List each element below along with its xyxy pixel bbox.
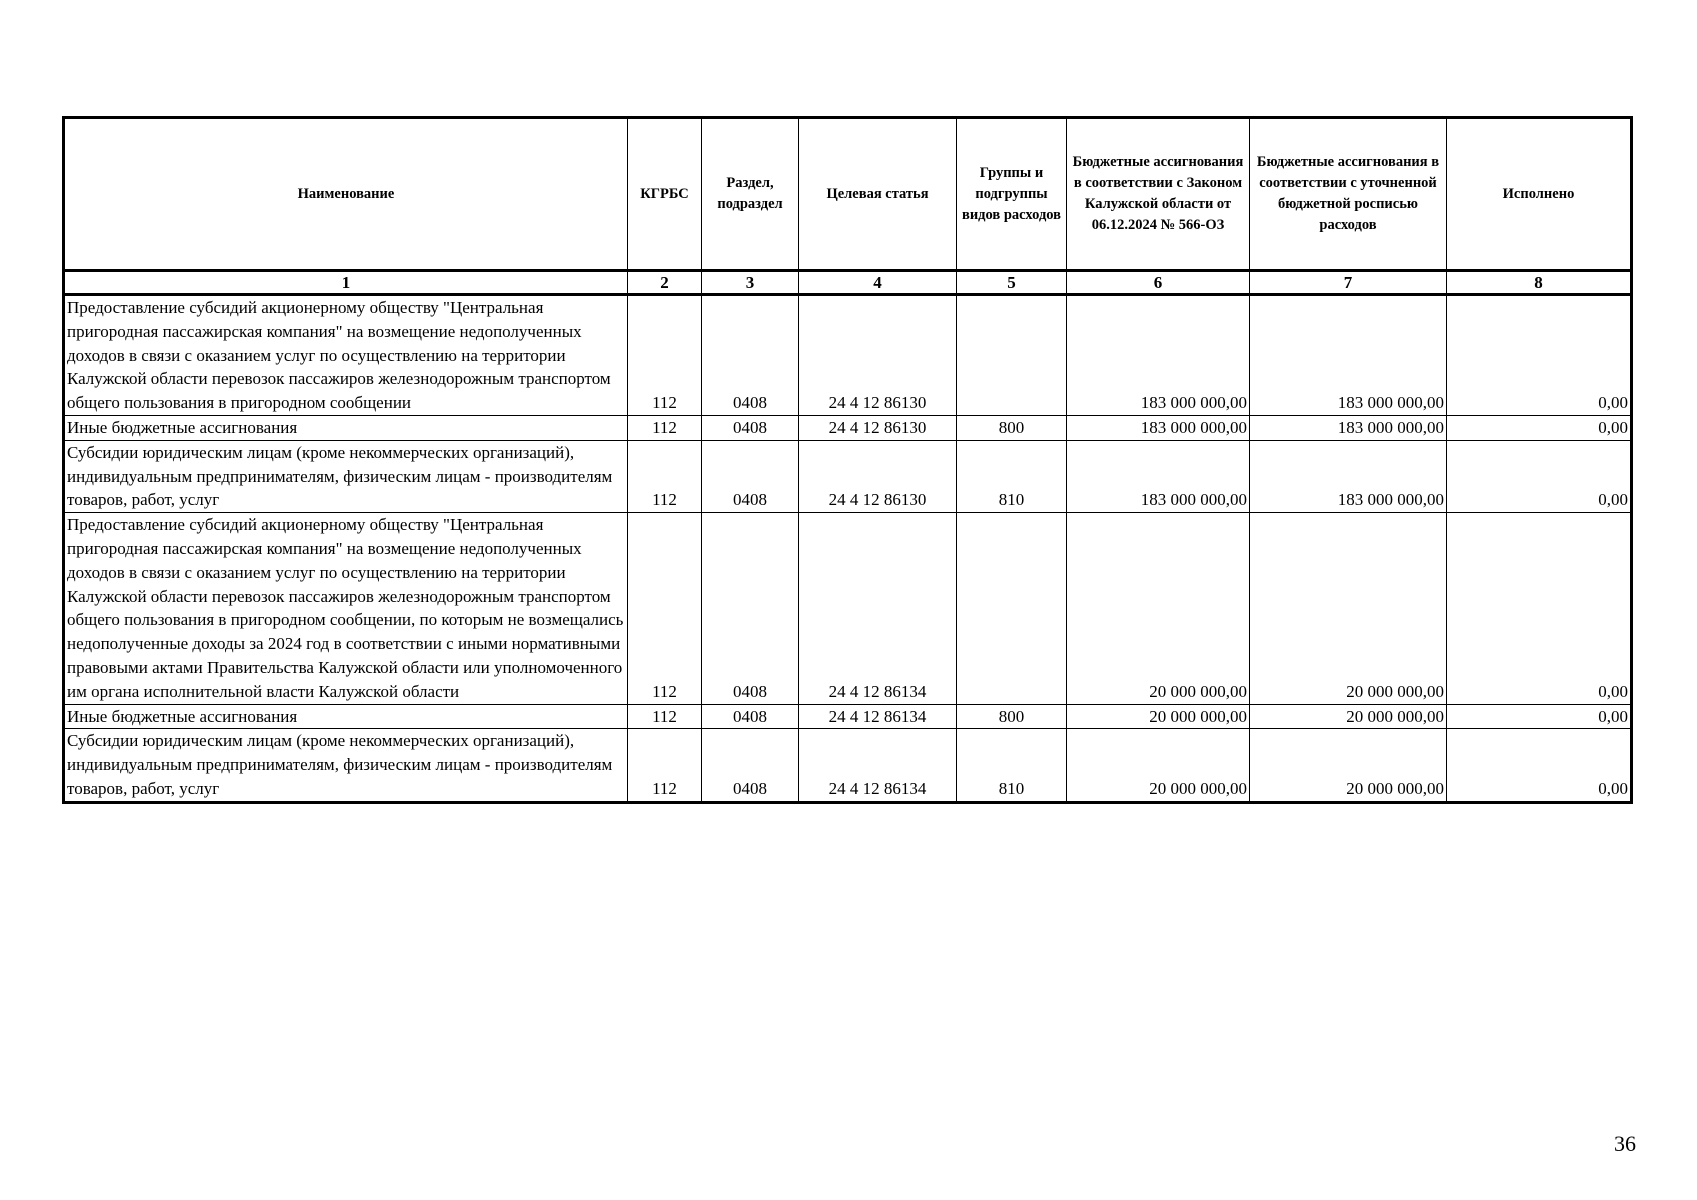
- row-target: 24 4 12 86130: [799, 415, 957, 440]
- table-row: [64, 704, 1632, 729]
- row-section: 0408: [702, 415, 799, 440]
- row-group: 800: [957, 704, 1067, 729]
- row-kgrbs: 112: [628, 440, 702, 512]
- row-executed-amount: 0,00: [1447, 729, 1632, 802]
- row-target: 24 4 12 86134: [799, 704, 957, 729]
- budget-table: [62, 116, 1633, 804]
- row-law-amount: 183 000 000,00: [1067, 415, 1250, 440]
- row-executed-amount: 0,00: [1447, 440, 1632, 512]
- table-row: [64, 513, 1632, 704]
- row-group: 800: [957, 415, 1067, 440]
- row-name: Предоставление субсидий акционерному обществу "Центральная пригородная пассажирская компания" на возмещение недополученных доходов в связи с оказанием услуг по осуществлению на территории Калужской области перевозок пассажиров железнодорожным транспортом общего пользования в пригородном сообщении: [64, 295, 628, 416]
- row-executed-amount: 0,00: [1447, 513, 1632, 704]
- row-executed-amount: 0,00: [1447, 295, 1632, 416]
- row-law-amount: 183 000 000,00: [1067, 295, 1250, 416]
- header-name: Наименование: [64, 118, 628, 271]
- row-refined-amount: 20 000 000,00: [1250, 729, 1447, 802]
- table-row: [64, 415, 1632, 440]
- row-target: 24 4 12 86134: [799, 729, 957, 802]
- row-law-amount: 20 000 000,00: [1067, 729, 1250, 802]
- header-section: Раздел, подраздел: [702, 118, 799, 271]
- column-number: 2: [628, 271, 702, 295]
- row-group: [957, 295, 1067, 416]
- row-law-amount: 20 000 000,00: [1067, 513, 1250, 704]
- row-kgrbs: 112: [628, 704, 702, 729]
- row-kgrbs: 112: [628, 513, 702, 704]
- row-name: Предоставление субсидий акционерному обществу "Центральная пригородная пассажирская компания" на возмещение недополученных доходов в связи с оказанием услуг по осуществлению на территории Калужской области перевозок пассажиров железнодорожным транспортом общего пользования в пригородном сообщении, по которым не возмещались недополученные доходы за 2024 год в соответствии с иными нормативными правовыми актами Правительства Калужской области или уполномоченного им органа исполнительной власти Калужской области: [64, 513, 628, 704]
- row-target: 24 4 12 86130: [799, 295, 957, 416]
- row-section: 0408: [702, 295, 799, 416]
- row-group: [957, 513, 1067, 704]
- row-group: 810: [957, 729, 1067, 802]
- column-number: 3: [702, 271, 799, 295]
- row-name: Субсидии юридическим лицам (кроме некоммерческих организаций), индивидуальным предпринимателям, физическим лицам - производителям товаров, работ, услуг: [64, 729, 628, 802]
- header-law-allocations: Бюджетные ассигнования в соответствии с Законом Калужской области от 06.12.2024 № 566-ОЗ: [1067, 118, 1250, 271]
- row-refined-amount: 20 000 000,00: [1250, 513, 1447, 704]
- column-number: 1: [64, 271, 628, 295]
- row-target: 24 4 12 86130: [799, 440, 957, 512]
- header-target: Целевая статья: [799, 118, 957, 271]
- row-kgrbs: 112: [628, 295, 702, 416]
- page-number: 36: [1614, 1131, 1636, 1156]
- row-law-amount: 183 000 000,00: [1067, 440, 1250, 512]
- column-number: 8: [1447, 271, 1632, 295]
- row-refined-amount: 183 000 000,00: [1250, 440, 1447, 512]
- header-executed: Исполнено: [1447, 118, 1632, 271]
- column-number: 6: [1067, 271, 1250, 295]
- table-row: [64, 440, 1632, 512]
- table-row: [64, 729, 1632, 802]
- table-row: [64, 295, 1632, 416]
- row-refined-amount: 183 000 000,00: [1250, 415, 1447, 440]
- column-number: 5: [957, 271, 1067, 295]
- row-name: Иные бюджетные ассигнования: [64, 415, 628, 440]
- row-kgrbs: 112: [628, 729, 702, 802]
- column-number-row: [64, 271, 1632, 295]
- header-kgrbs: КГРБС: [628, 118, 702, 271]
- row-section: 0408: [702, 440, 799, 512]
- header-row: [64, 118, 1632, 271]
- row-section: 0408: [702, 729, 799, 802]
- row-section: 0408: [702, 513, 799, 704]
- row-executed-amount: 0,00: [1447, 415, 1632, 440]
- header-expense-group: Группы и подгруппы видов расходов: [957, 118, 1067, 271]
- row-executed-amount: 0,00: [1447, 704, 1632, 729]
- row-target: 24 4 12 86134: [799, 513, 957, 704]
- column-number: 4: [799, 271, 957, 295]
- row-kgrbs: 112: [628, 415, 702, 440]
- row-name: Субсидии юридическим лицам (кроме некоммерческих организаций), индивидуальным предпринимателям, физическим лицам - производителям товаров, работ, услуг: [64, 440, 628, 512]
- row-law-amount: 20 000 000,00: [1067, 704, 1250, 729]
- header-refined-allocations: Бюджетные ассигнования в соответствии с уточненной бюджетной росписью расходов: [1250, 118, 1447, 271]
- row-refined-amount: 20 000 000,00: [1250, 704, 1447, 729]
- row-name: Иные бюджетные ассигнования: [64, 704, 628, 729]
- row-section: 0408: [702, 704, 799, 729]
- row-refined-amount: 183 000 000,00: [1250, 295, 1447, 416]
- column-number: 7: [1250, 271, 1447, 295]
- row-group: 810: [957, 440, 1067, 512]
